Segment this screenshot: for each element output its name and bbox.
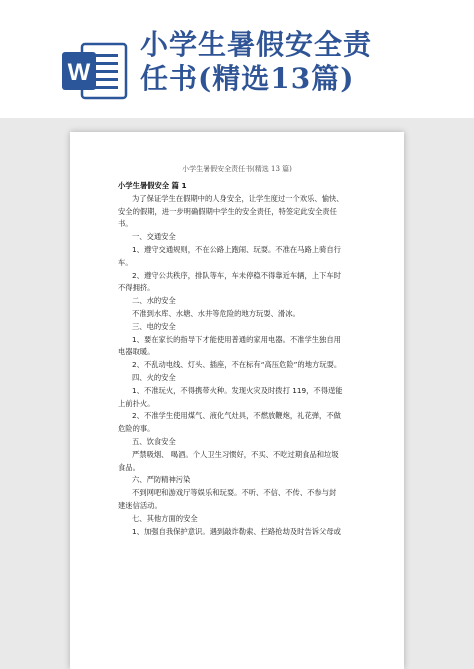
title-line-1: 小学生暑假安全责 <box>140 28 373 61</box>
document-line: 2、遵守公共秩序，排队等车，车未停稳不得靠近车辆，上下车时 <box>132 270 341 280</box>
document-line: 不准到水库、水塘、水井等危险的地方玩耍、滑冰。 <box>132 308 300 318</box>
document-line: 1、遵守交通规则，不在公路上跑闹、玩耍。不准在马路上骑自行 <box>132 244 341 254</box>
title-line-2: 任书(精选13篇) <box>140 62 355 95</box>
document-line: 1、要在家长的指导下才能使用普通的家用电器。不准学生独自用 <box>132 334 341 344</box>
document-line: 不得拥挤。 <box>118 283 155 293</box>
document-line: 六、严防精神污染 <box>132 475 191 485</box>
document-line: 为了保证学生在假期中的人身安全，让学生度过一个欢乐、愉快、 <box>132 193 344 203</box>
document-body <box>118 180 370 538</box>
document-line: 1、不准玩火，不得携带火种。发现火灾及时拨打 119，不得逞能 <box>132 385 343 395</box>
document-line: 1、加强自我保护意识。遇到敲诈勒索、拦路抢劫及时告诉父母或 <box>132 526 341 536</box>
word-document-icon <box>60 40 130 102</box>
document-line: 2、不乱动电线、灯头、插座，不在标有“高压危险”的地方玩耍。 <box>132 360 342 370</box>
document-line: 食品。 <box>118 462 140 472</box>
document-line: 一、交通安全 <box>132 232 176 242</box>
document-line: 上前扑火。 <box>118 398 155 408</box>
header-banner <box>0 0 474 118</box>
document-line: 危险的事。 <box>118 424 155 434</box>
document-line: 七、其他方面的安全 <box>132 513 198 523</box>
document-line: 严禁吸烟、 喝酒。个人卫生习惯好，不买、不吃过期食品和垃圾 <box>132 449 339 459</box>
document-line: 三、电的安全 <box>132 321 176 331</box>
running-header: 小学生暑假安全责任书(精选 13 篇) <box>182 165 292 173</box>
document-page <box>70 132 404 669</box>
document-line: 书。 <box>118 219 133 229</box>
document-line: 四、火的安全 <box>132 372 176 382</box>
document-line: 不到网吧和游戏厅等娱乐和玩耍。不听、不信、不传、不参与封 <box>132 488 337 498</box>
document-line: 车。 <box>118 257 133 267</box>
document-line: 2、不准学生使用煤气、液化气灶具，不燃放鞭炮，礼花弹，不做 <box>132 411 341 421</box>
logo-letter: W <box>67 59 91 86</box>
document-line: 建迷信活动。 <box>118 500 162 510</box>
document-line: 电器取暖。 <box>118 347 155 357</box>
document-line: 小学生暑假安全 篇 1 <box>118 181 187 190</box>
page-title <box>140 28 470 96</box>
document-line: 安全的假期，进一步明确假期中学生的安全责任，特签定此安全责任 <box>118 206 337 216</box>
document-line: 二、水的安全 <box>132 296 176 306</box>
document-line: 五、饮食安全 <box>132 436 176 446</box>
